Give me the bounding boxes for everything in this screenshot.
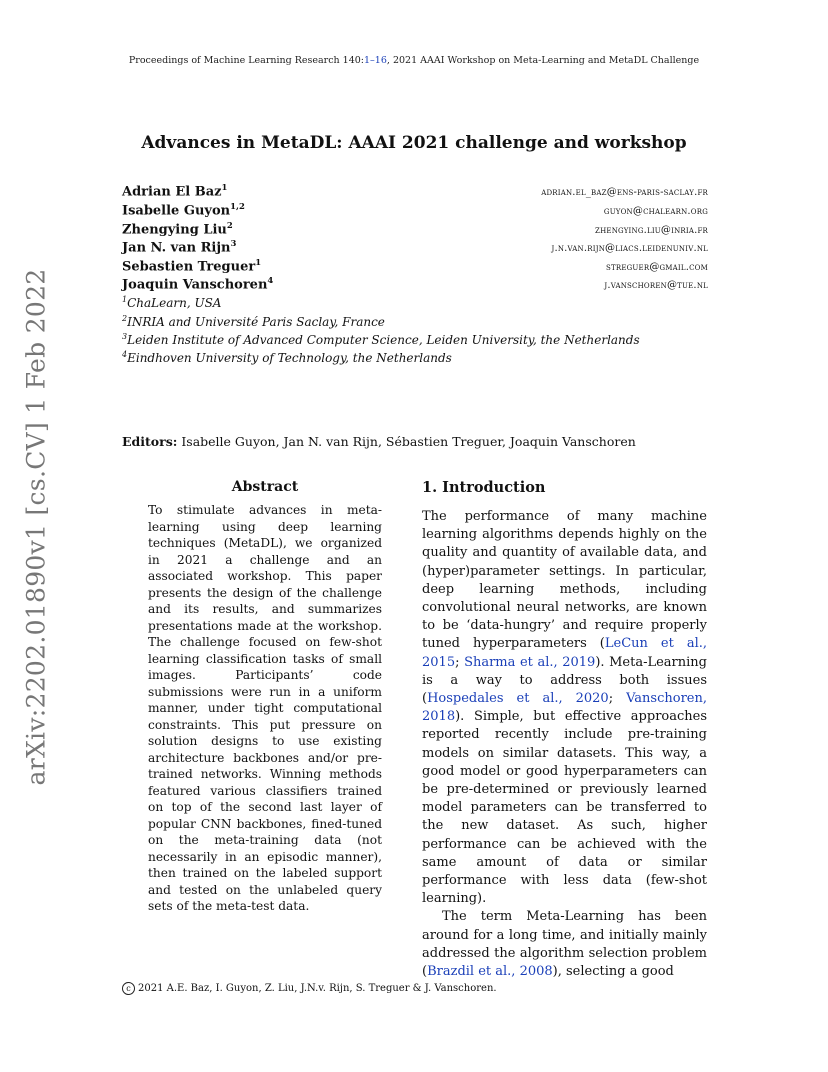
author-email[interactable]: zhengying.liu@inria.fr (595, 225, 708, 237)
author-email[interactable]: j.vanschoren@tue.nl (604, 280, 708, 292)
abstract-body: To stimulate advances in meta-learning using deep learning techniques (MetaDL), we organized in 2021 a challenge and an associated workshop. This paper presents the design of the challenge and its results, and summarizes presentations made at the workshop. The challenge focused on few-shot learning classification tasks of small images. Participants’ code submissions were run in a uniform manner, under tight computational constraints. This put pressure on solution designs to use existing architecture backbones and/or pre-trained networks. Winning methods featured various classifiers trained on top of the second last layer of popular CNN backbones, fined-tuned on the meta-training data (not necessarily in an episodic manner), then trained on the labeled support and tested on the unlabeled query sets of the meta-test data. (148, 503, 382, 913)
affiliation: $^4$Eindhoven University of Technology, the Netherlands (122, 350, 452, 365)
paragraph: The term Meta-Learning has been around for a long time, and initially mainly addressed the algorithm selection problem (Brazdil et al., 2008), selecting a good (422, 909, 707, 980)
author-row (122, 202, 708, 220)
introduction-body (422, 508, 707, 981)
author-email[interactable]: streguer@gmail.com (606, 262, 708, 274)
author-email[interactable]: guyon@chalearn.org (603, 206, 708, 218)
editors-line (122, 434, 636, 449)
author-row (122, 239, 708, 257)
copyright-footer (122, 982, 497, 995)
author-email[interactable]: j.n.van.rijn@liacs.leidenuniv.nl (551, 243, 708, 255)
header-suffix: , 2021 AAAI Workshop on Meta-Learning and MetaDL Challenge (386, 55, 700, 66)
affiliation: $^3$Leiden Institute of Advanced Computer Science, Leiden University, the Netherlands (122, 332, 640, 347)
copyright-icon: c (122, 982, 135, 995)
paper-title: Advances in MetaDL: AAAI 2021 challenge and workshop (141, 133, 687, 153)
author-row (122, 276, 708, 294)
citation-link[interactable]: Sharma et al., 2019 (464, 654, 596, 670)
paragraph: The performance of many machine learning algorithms depends highly on the quality and quantity of available data, and (hyper)parameter settings. In particular, deep learning methods, including convolutional neural networks, are known to be ‘data-hungry’ and require properly tuned hyperparameters (LeCun et al., 2015; Sharma et al., 2019). Meta-Learning is a way to address both issues (Hospedales et al., 2020; Vanschoren, 2018). Simple, but effective approaches reported recently include pre-training models on similar datasets. This way, a good model or good hyperparameters can be pre-determined or previously learned model parameters can be transferred to the new dataset. As such, higher performance can be achieved with the same amount of data or similar performance with less data (few-shot learning). (422, 509, 707, 907)
running-header (0, 55, 828, 66)
header-prefix: Proceedings of Machine Learning Research 140: (128, 55, 365, 66)
citation-link[interactable]: Hospedales et al., 2020 (427, 691, 609, 707)
arxiv-id: arXiv:2202.01890v1 [cs.CV] 1 Feb 2022 (21, 268, 51, 786)
editors-names: Isabelle Guyon, Jan N. van Rijn, Sébastien Treguer, Joaquin Vanschoren (177, 434, 636, 449)
affiliation: $^2$INRIA and Université Paris Saclay, France (122, 314, 385, 329)
author-row (122, 258, 708, 276)
author-row (122, 183, 708, 201)
editors-label: Editors: (122, 434, 178, 449)
abstract-heading: Abstract (231, 479, 299, 495)
section-heading-introduction: 1. Introduction (422, 479, 546, 496)
author-name: Sebastien Treguer$^1$ (122, 258, 262, 275)
author-name: Joaquin Vanschoren$^4$ (122, 276, 274, 293)
author-row (122, 221, 708, 239)
header-pages-link[interactable]: 1–16 (364, 55, 387, 66)
author-name: Jan N. van Rijn$^3$ (122, 239, 237, 256)
footer-text: 2021 A.E. Baz, I. Guyon, Z. Liu, J.N.v. Rijn, S. Treguer & J. Vanschoren. (138, 983, 497, 994)
citation-link[interactable]: Brazdil et al., 2008 (427, 964, 553, 980)
author-name: Adrian El Baz$^1$ (122, 183, 228, 200)
affiliation: $^1$ChaLearn, USA (122, 295, 222, 310)
author-name: Zhengying Liu$^2$ (122, 221, 233, 238)
citation-link[interactable]: LeCun et al., 2015 (422, 636, 707, 670)
author-email[interactable]: adrian.el_baz@ens-paris-saclay.fr (541, 187, 708, 199)
citation-link[interactable]: Vanschoren, 2018 (422, 691, 707, 725)
author-name: Isabelle Guyon$^{1,2}$ (122, 202, 245, 219)
